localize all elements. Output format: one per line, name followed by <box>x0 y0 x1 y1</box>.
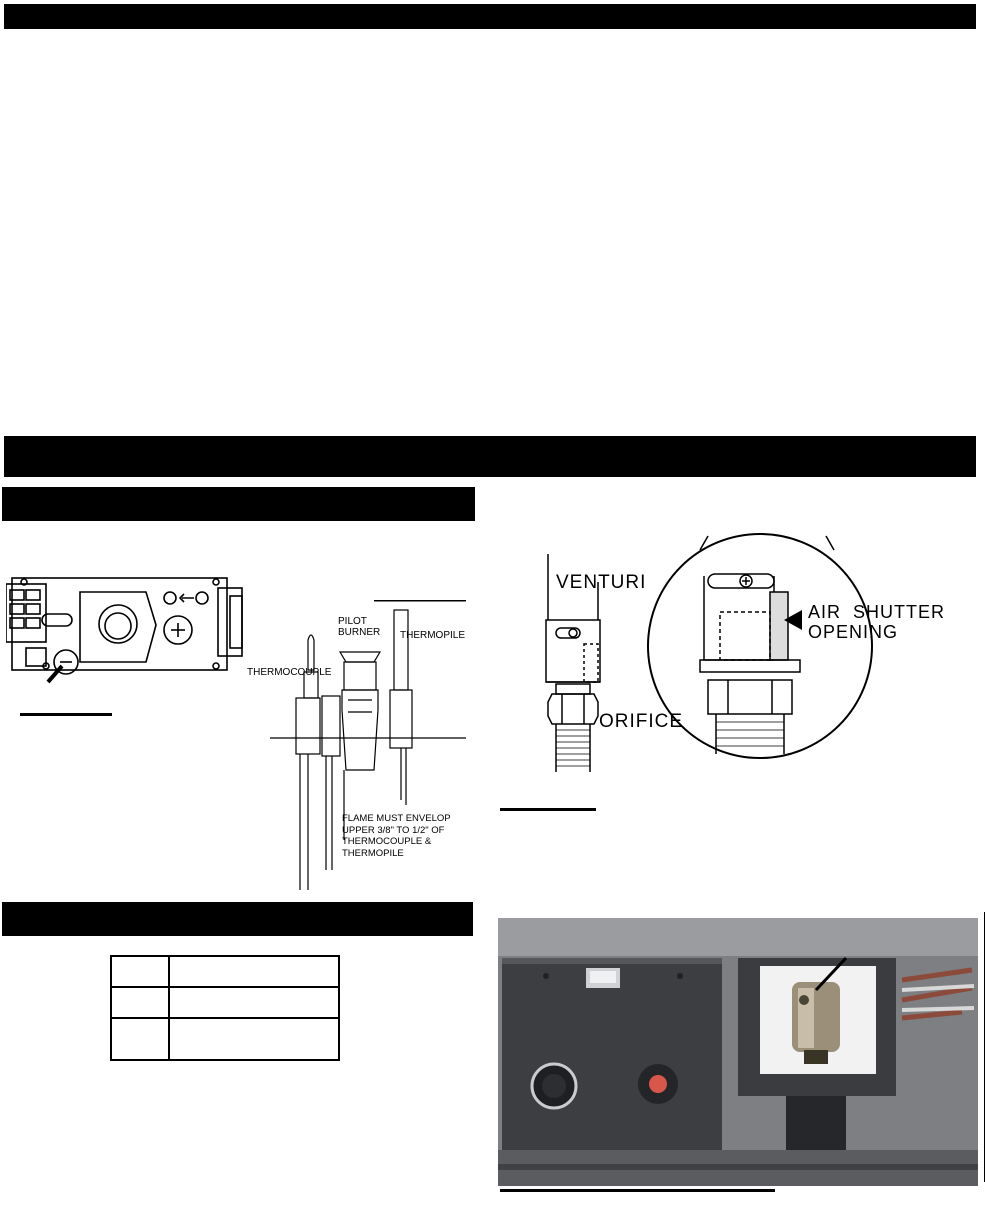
table-row <box>111 987 339 1018</box>
table-cell <box>169 987 339 1018</box>
figure-caption-underline-venturi <box>500 808 596 811</box>
label-thermocouple: THERMOCOUPLE <box>247 667 332 678</box>
subsection-header-bar-pilot <box>2 487 475 521</box>
venturi-orifice-illustration <box>540 532 980 777</box>
spec-table <box>110 955 340 1061</box>
subsection-header-bar-table <box>2 902 473 936</box>
section-header-bar-middle <box>4 436 976 477</box>
table-cell <box>111 956 169 987</box>
label-thermopile: THERMOPILE <box>400 630 466 641</box>
table-cell <box>111 987 169 1018</box>
section-header-bar-top <box>4 4 976 29</box>
label-pilot-burner: PILOT BURNER <box>338 616 381 638</box>
table-cell <box>169 1018 339 1060</box>
label-air-shutter-opening: AIR SHUTTER OPENING <box>808 602 946 642</box>
figure-caption-underline-photo <box>500 1189 775 1192</box>
table-row <box>111 956 339 987</box>
gas-valve-illustration <box>6 570 246 685</box>
label-orifice: ORIFICE <box>599 711 684 732</box>
label-venturi: VENTURI <box>556 572 647 593</box>
table-row <box>111 1018 339 1060</box>
label-flame-note: FLAME MUST ENVELOP UPPER 3/8" TO 1/2" OF THERMOCOUPLE & THERMOPILE <box>342 813 451 859</box>
table-cell <box>169 956 339 987</box>
control-compartment-photo <box>498 918 978 1186</box>
figure-caption-underline-valve <box>20 713 112 716</box>
table-cell <box>111 1018 169 1060</box>
